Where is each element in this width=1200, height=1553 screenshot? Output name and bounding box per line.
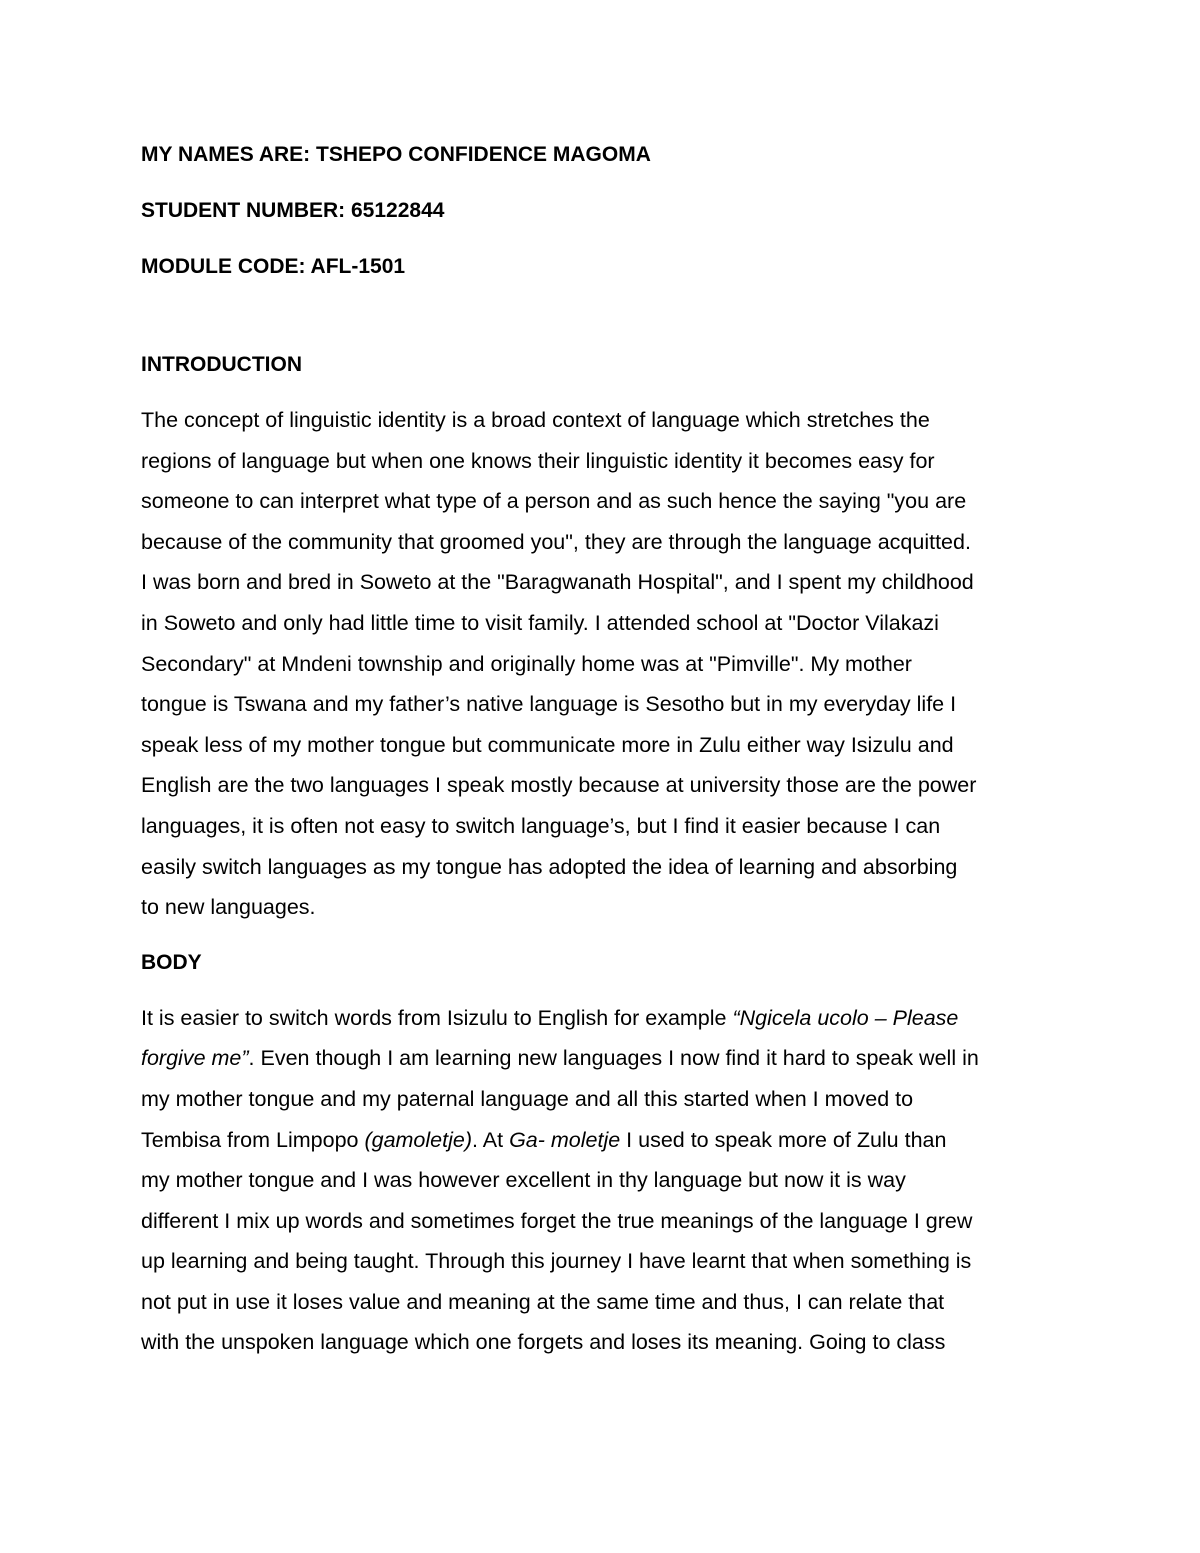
module-code: MODULE CODE: AFL-1501 xyxy=(141,255,406,278)
intro-line: in Soweto and only had little time to visit family. I attended school at "Doctor Vilakazi xyxy=(141,610,939,635)
intro-line: tongue is Tswana and my father’s native language is Sesotho but in my everyday life I xyxy=(141,692,957,717)
student-names: MY NAMES ARE: TSHEPO CONFIDENCE MAGOMA xyxy=(141,143,651,166)
body-heading: BODY xyxy=(141,950,202,974)
intro-line: The concept of linguistic identity is a broad context of language which stretches the xyxy=(141,408,930,432)
intro-line: easily switch languages as my tongue has adopted the idea of learning and absorbing xyxy=(141,854,958,879)
body-text: . At xyxy=(472,1127,510,1152)
intro-line: speak less of my mother tongue but communicate more in Zulu either way Isizulu and xyxy=(141,732,954,757)
body-text: Tembisa from Limpopo xyxy=(141,1127,365,1152)
intro-line: languages, it is often not easy to switch language’s, but I find it easier because I can xyxy=(141,813,941,838)
intro-line: English are the two languages I speak mostly because at university those are the power xyxy=(141,773,977,798)
body-line xyxy=(141,998,1071,1039)
document-content xyxy=(141,140,1071,1363)
place-name: Ga- moletje xyxy=(509,1127,621,1152)
body-line: up learning and being taught. Through this journey I have learnt that when something is xyxy=(141,1249,972,1274)
body-line: my mother tongue and my paternal language and all this started when I moved to xyxy=(141,1086,914,1111)
introduction-heading: INTRODUCTION xyxy=(141,353,302,376)
example-phrase: forgive me” xyxy=(141,1046,249,1071)
intro-line: to new languages. xyxy=(141,895,316,920)
body-line: my mother tongue and I was however excellent in thy language but now it is way xyxy=(141,1168,906,1193)
body-text: I used to speak more of Zulu than xyxy=(620,1127,947,1152)
place-name: (gamoletje) xyxy=(364,1127,472,1152)
intro-line: regions of language but when one knows their linguistic identity it becomes easy for xyxy=(141,448,935,473)
body-line xyxy=(141,1120,1071,1161)
student-number: STUDENT NUMBER: 65122844 xyxy=(141,199,445,222)
body-paragraph xyxy=(141,998,1071,1363)
intro-line: Secondary" at Mndeni township and originally home was at "Pimville". My mother xyxy=(141,651,912,676)
body-text: . Even though I am learning new languages I now find it hard to speak well in xyxy=(248,1046,979,1071)
example-phrase: “Ngicela ucolo – Please xyxy=(732,1005,959,1030)
introduction-paragraph xyxy=(141,400,1071,928)
body-line: with the unspoken language which one forgets and loses its meaning. Going to class xyxy=(141,1330,946,1355)
body-line xyxy=(141,1038,1071,1079)
body-text: It is easier to switch words from Isizulu to English for example xyxy=(141,1005,733,1030)
body-line: different I mix up words and sometimes forget the true meanings of the language I grew xyxy=(141,1208,973,1233)
intro-line: someone to can interpret what type of a person and as such hence the saying "you are xyxy=(141,489,967,514)
intro-line: because of the community that groomed you", they are through the language acquitted. xyxy=(141,529,971,554)
intro-line: I was born and bred in Soweto at the "Baragwanath Hospital", and I spent my childhood xyxy=(141,570,974,595)
body-line: not put in use it loses value and meaning at the same time and thus, I can relate that xyxy=(141,1289,945,1314)
